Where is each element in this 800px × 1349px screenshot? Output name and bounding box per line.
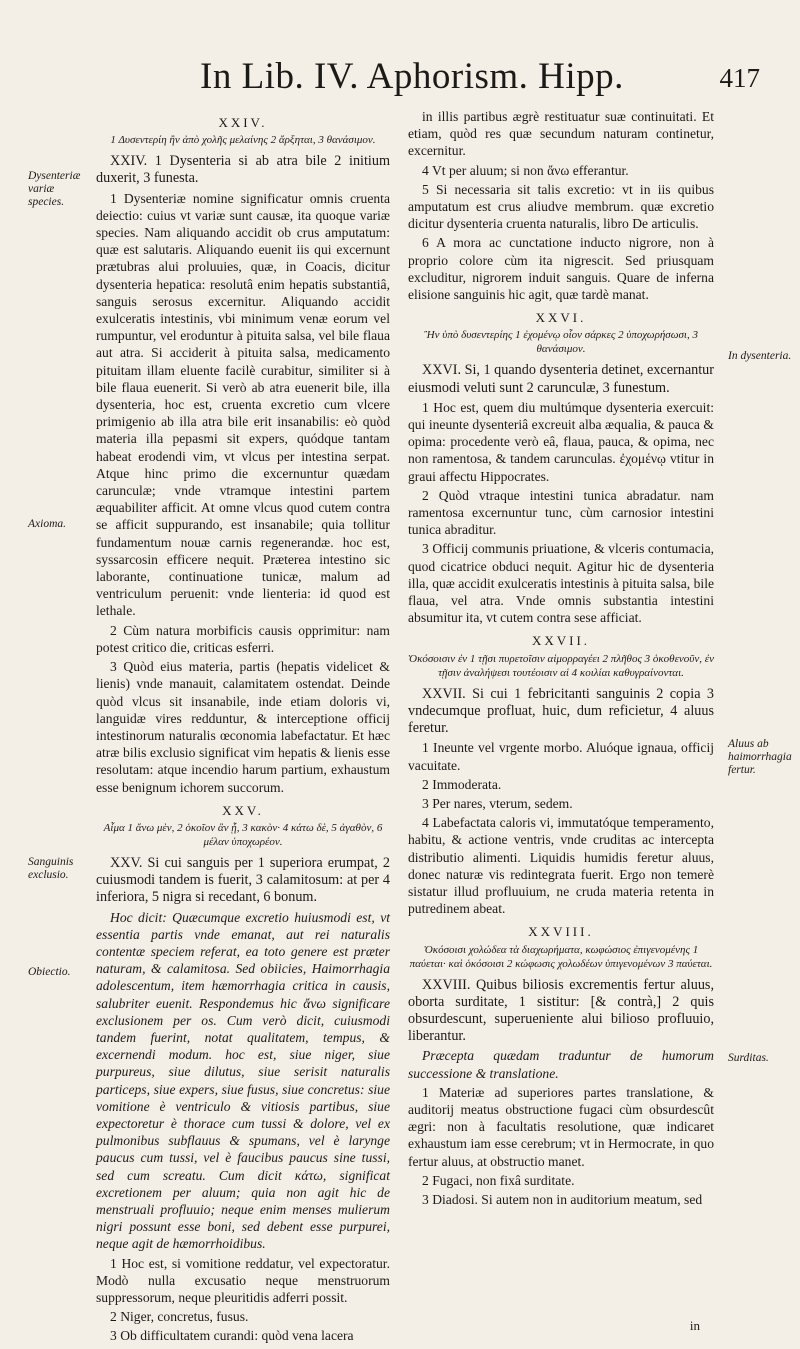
commentary-paragraph: 3 Per nares, vterum, sedem.	[422, 795, 573, 811]
commentary-paragraph: 4 Labefactata caloris vi, immutatóque temperamento, habitu, & actione ventris, vnde cruditas ac intercepta distributio alimenti. Liquidis humidis feretur aluus, donec naturæ vis redintegrata fuerit. Ergo non temerè sistatur illud profluuium, ne cruda materia retenta in putredinem abeat.	[408, 815, 714, 917]
right-column	[408, 108, 714, 1210]
running-header	[200, 55, 760, 105]
margin-note-surditas: Surditas.	[728, 1052, 769, 1064]
commentary-paragraph: 1 Ineunte vel vrgente morbo. Aluóque ignaua, officij vacuitate.	[408, 740, 714, 773]
page-number: 417	[719, 63, 760, 93]
aphorism-number: XXVIII.	[528, 924, 594, 940]
margin-note-sanguinis: Sanguinis exclusio.	[28, 856, 74, 881]
commentary-paragraph: 6 A mora ac cunctatione inducto nigrore, non à proprio colore cùm ita nigrescit. Sed priusquam excluditur, nigrorem induit sanguis. Quare de inferna elisione sanguinis hic agit, quæ tardè manat.	[408, 235, 714, 303]
latin-aphorism: XXVI. Si, 1 quando dysenteria detinet, excernantur eiusmodi veluti sunt 2 carunculæ, 3 funestum.	[408, 362, 714, 396]
commentary-paragraph: in illis partibus ægrè restituatur suæ continuitati. Et etiam, quòd res quæ secundum naturam continetur, excernitur.	[408, 109, 714, 159]
margin-note-obiectio: Obiectio.	[28, 966, 71, 978]
greek-aphorism: 1 Δυσεντερίη ἢν ἀπὸ χολῆς μελαίνης 2 ἄρξηται, 3 θανάσιμον.	[110, 134, 376, 147]
commentary-paragraph: 1 Hoc est, quem diu multúmque dysenteria exercuit: qui ineunte dysenteriâ excreuit alba æqualia, & pauca & opima: procedente verò eâ, flaua, pauca, & opima, nec non ramentosa, & tandem carunculas. ἐχομένῳ vtitur in graui affectu Hippocrates.	[408, 399, 714, 484]
margin-note-in-dysenteria: In dysenteria.	[728, 350, 792, 362]
greek-aphorism: Ὁκόσοισι χολώδεα τὰ διαχωρήματα, κωφώσιος ἐπιγενομένης 1 παύεται· καὶ ὁκόσοισι 2 κώφωσις χολωδέων ὑπιγενομένων 3 παύεται.	[409, 943, 713, 970]
catchword: in	[689, 1318, 700, 1333]
greek-aphorism: Ὁκόσοισιν ἐν 1 τῇσι πυρετοῖσιν αἱμορραγέει 2 πλῆθος 3 ὁκοθενοῦν, ἐν τῇσιν ἀναλήψεσι τουτέοισιν αἱ 4 κοιλίαι καθυγραίνονται.	[408, 652, 714, 679]
left-column	[96, 108, 390, 1347]
aphorism-number: XXVII.	[531, 633, 591, 649]
latin-aphorism: XXV. Si cui sanguis per 1 superiora erumpat, 2 cuiusmodi tandem is fuerit, 3 calamitosum: at per 4 inferiora, 5 nigra si recedant, 6 bonum.	[96, 854, 390, 906]
commentary-paragraph: 3 Diadosi. Si autem non in auditorium meatum, sed	[422, 1191, 703, 1207]
latin-aphorism: XXVIII. Quibus biliosis excrementis fertur aluus, oborta surditate, 1 sistitur: [& contrà,] 2 quis obsurdescunt, superueniente alui bilioso profluuio, liberantur.	[408, 976, 714, 1045]
commentary-paragraph: 1 Hoc est, si vomitione reddatur, vel expectoratur. Modò nulla excusatio neque menstruorum suppressorum, neque pleuritidis adferri possit.	[96, 1255, 390, 1305]
greek-aphorism: Αἷμα 1 ἄνω μὲν, 2 ὁκοῖον ἂν ᾖ, 3 κακὸν· 4 κάτω δὲ, 5 ἀγαθὸν, 6 μέλαν ὑποχωρέον.	[103, 821, 383, 848]
commentary-italic: Hoc dicit: Quæcumque excretio huiusmodi est, vt essentia partis vnde emanat, aut rei naturalis contentæ speciem referat, ea toto genere est præter naturam, & calamitosa. Sed obiicies, Haimorrhagia adolescentum, item hæmorrhagia critica in causis, salubriter euenit. Respondemus hic ἄνω significare exclusionem per os. Cum verò dicit, cuiusmodi tandem fuerint, notat qualitatem, tempus, & excernendi modum. hoc est, siue niger, siue purpureus, siue dilutus, siue serisit naturalis particeps, siue expers, siue fusus, siue concretus: siue vomitione è ventriculo & vitiosis partibus, siue expectoretur è thorace cum tussi & dolore, vel ex pulmonibus subflauus & spumans, vel è larynge paucus cum tussi, vel è faucibus paucus sine tussi, sed cum screatu. Cum dicit κάτω, significat excretionem per aluum; quia non agit hic de menstruali profluuio; neque enim menses mulierum nigri possunt esse boni, sed debent esse purpurei, neque agit de hæmorrhoidibus.	[96, 909, 390, 1252]
greek-aphorism: Ἢν ὑπὸ δυσεντερίης 1 ἐχομένῳ οἷον σάρκες 2 ὑποχωρήσωσι, 3 θανάσιμον.	[424, 329, 698, 356]
latin-aphorism: XXIV. 1 Dysenteria si ab atra bile 2 initium duxerit, 3 funesta.	[96, 153, 390, 187]
running-title: In Lib. IV. Aphorism. Hipp.	[200, 56, 624, 97]
commentary-italic: Præcepta quædam traduntur de humorum successione & translatione.	[408, 1048, 714, 1081]
commentary-paragraph: 1 Materiæ ad superiores partes translatione, & auditorij meatus obstructione fugaci cùm obsurdescût ægri: non à facultatis resolutione, quæ indicaret exhaustum iam esse cerebrum; vt in Hermocrate, in quo fertur aluus, at obstructio manet.	[408, 1084, 714, 1169]
commentary-paragraph: 4 Vt per aluum; si non ἄνω efferantur.	[422, 162, 629, 178]
margin-note-dysenteriae: Dysenteriæ variæ species.	[28, 170, 81, 208]
margin-note-axioma: Axioma.	[28, 518, 67, 530]
commentary-paragraph: 3 Officij communis priuatione, & vlceris contumacia, quod cicatrice obduci nequit. Agitur hic de dysenteria illa, quæ accidit exulceratis intestinis à pituita salsa, bile flaua, vel atra. Vnde omnis substantia intestini absumitur ita, vt cutem contra sese afficiat.	[408, 541, 714, 626]
commentary-paragraph: 2 Niger, concretus, fusus.	[110, 1309, 249, 1325]
commentary-paragraph: 3 Quòd eius materia, partis (hepatis videlicet & lienis) vnde manauit, calamitatem ostendat. Deinde quòd vlcus sit insanabile, inde etiam doloris vi, languidæ vires redduntur, & interceptione officij intestinorum naturalis œconomia labefactatur. Et hæc atræ bilis exclusio significat vim hepatis & lienis esse resolutam: atque incendio harum partium, exhaustum esse benignum ichorem succorum.	[96, 659, 390, 795]
commentary-paragraph: 2 Fugaci, non fixâ surditate.	[422, 1172, 575, 1188]
commentary-paragraph: 2 Quòd vtraque intestini tunica abradatur. nam ramentosa excernuntur tunc, cùm carnosior intestini tunica abraditur.	[408, 487, 714, 538]
aphorism-number: XXIV.	[218, 115, 268, 130]
commentary-paragraph: 2 Cùm natura morbificis causis opprimitur: nam potest critico die, criticas esferri.	[96, 622, 390, 655]
aphorism-number: XXVI.	[535, 310, 587, 326]
margin-note-aluus: Aluus ab haimorrhagia fertur.	[728, 738, 792, 776]
commentary-paragraph: 3 Ob difficultatem curandi: quòd vena lacera	[110, 1328, 354, 1344]
aphorism-number: XXV.	[222, 802, 264, 818]
commentary-paragraph: 1 Dysenteriæ nomine significatur omnis cruenta deiectio: cuius vt variæ sunt causæ, ita quoque variæ species. Nam aliquando accidit ob crus amputatum: quæ est salutaris. Aliquando euenit iis qui excernunt prætubras alui proluuies, quæ, in Coacis, dicitur dysenteria hepatica: resolutâ enim hepatis substantiâ, sanguis serosus excernitur. Aliquando accidit exulceratis intestinis, vbi minimum venæ eorum vel rumpuntur, vel eroduntur à pituita salsa, vel bile flaua aut atra. Si acciderit à pituita salsa, medicamento pituitam illam eluente facilè curabitur, similiter si à bile flaua euenerit. Si verò ab atra euenerit bile, illa dysenteria, hoc est, cruenta excretio cum vlcere primigenio ab illa atra bile erit insanabilis: eò quòd materia illa pepasmi sit expers, quódque tantam habeat erodendi vim, vt vlcus per intestina serpat. Atque hinc primo die excernuntur quædam carunculæ; vnde vtramque intestini partem æquabiliter afficit. At omne vlcus quod cutem contra se afficit suppurando, est insanabile; quia tollitur fundamentum nouæ carnis regenerandæ. hoc est, syssarcosin efficere nequit. Præterea intestino sic laborante, continuatione tunicæ, malum ad ventriculum peruenit: vnde lienteria: id quod est lethale.	[96, 190, 390, 619]
commentary-paragraph: 2 Immoderata.	[422, 776, 502, 792]
commentary-paragraph: 5 Si necessaria sit talis excretio: vt in iis quibus amputatum est crus aliudve membrum. quæ excretio dicitur dysenteria cruenta naturalis, libro De articulis.	[408, 181, 714, 232]
latin-aphorism: XXVII. Si cui 1 febricitanti sanguinis 2 copia 3 vndecumque profluat, huic, dum reficietur, 4 aluus feretur.	[408, 685, 714, 737]
